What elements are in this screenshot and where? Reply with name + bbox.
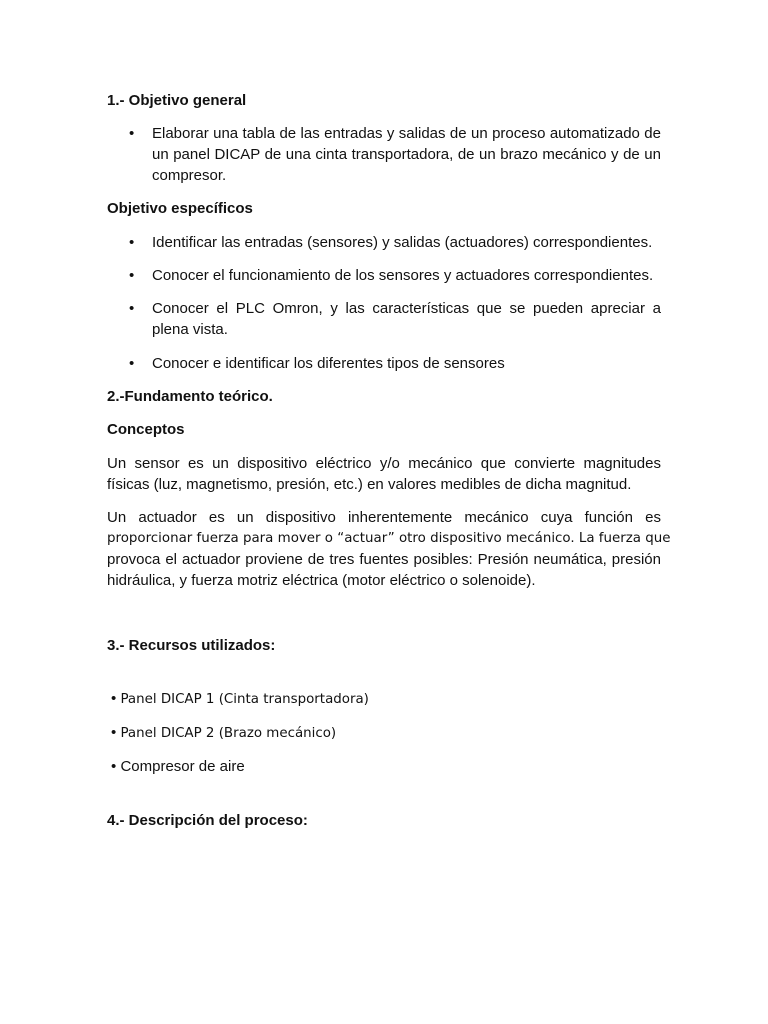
list-item	[111, 756, 661, 777]
bullet-icon: •	[129, 234, 135, 251]
section4-heading: 4.- Descripción del proceso:	[107, 812, 308, 829]
bullet-icon: •	[129, 267, 135, 284]
list-item	[107, 298, 661, 340]
specific-objective-text: Conocer el PLC Omron, y las características que se pueden apreciar a plena vista.	[152, 300, 661, 338]
list-item	[111, 722, 661, 744]
list-item	[111, 688, 661, 710]
actuator-line-3: provoca el actuador proviene de tres fuentes posibles: Presión neumática, presión hidráulica, y fuerza motriz eléctrica (motor eléctrico o solenoide).	[107, 551, 661, 589]
actuator-line-2: proporcionar fuerza para mover o “actuar” otro dispositivo mecánico. La fuerza que	[107, 531, 671, 546]
specific-objective-text: Conocer el funcionamiento de los sensores y actuadores correspondientes.	[152, 267, 654, 284]
resource-text: Compresor de aire	[120, 758, 245, 775]
bullet-icon: •	[129, 300, 135, 317]
actuator-line-1: Un actuador es un dispositivo inherentemente mecánico cuya función es	[107, 509, 661, 526]
specific-objective-text: Identificar las entradas (sensores) y salidas (actuadores) correspondientes.	[152, 234, 653, 251]
objective-general-text: Elaborar una tabla de las entradas y salidas de un proceso automatizado de un panel DICAP de una cinta transportadora, de un brazo mecánico y de un compresor.	[152, 125, 661, 184]
resource-text: Panel DICAP 1 (Cinta transportadora)	[120, 692, 369, 707]
resource-text: Panel DICAP 2 (Brazo mecánico)	[120, 726, 337, 741]
bullet-icon: •	[111, 690, 117, 707]
actuator-paragraph	[107, 507, 671, 591]
list-item	[107, 265, 661, 286]
bullet-icon: •	[129, 125, 135, 142]
bullet-icon: •	[129, 355, 135, 372]
sensor-paragraph: Un sensor es un dispositivo eléctrico y/o mecánico que convierte magnitudes físicas (luz, magnetismo, presión, etc.) en valores medibles de dicha magnitud.	[107, 455, 661, 493]
bullet-icon: •	[111, 758, 117, 775]
concepts-subheading: Conceptos	[107, 421, 185, 438]
section2-heading: 2.-Fundamento teórico.	[107, 388, 273, 405]
section3-heading: 3.- Recursos utilizados:	[107, 637, 276, 654]
list-item	[107, 232, 661, 253]
section1-heading: 1.- Objetivo general	[107, 92, 247, 109]
list-item	[107, 353, 661, 374]
specific-objectives-heading: Objetivo específicos	[107, 200, 253, 217]
list-item	[107, 123, 661, 186]
specific-objective-text: Conocer e identificar los diferentes tipos de sensores	[152, 355, 505, 372]
bullet-icon: •	[111, 724, 117, 741]
